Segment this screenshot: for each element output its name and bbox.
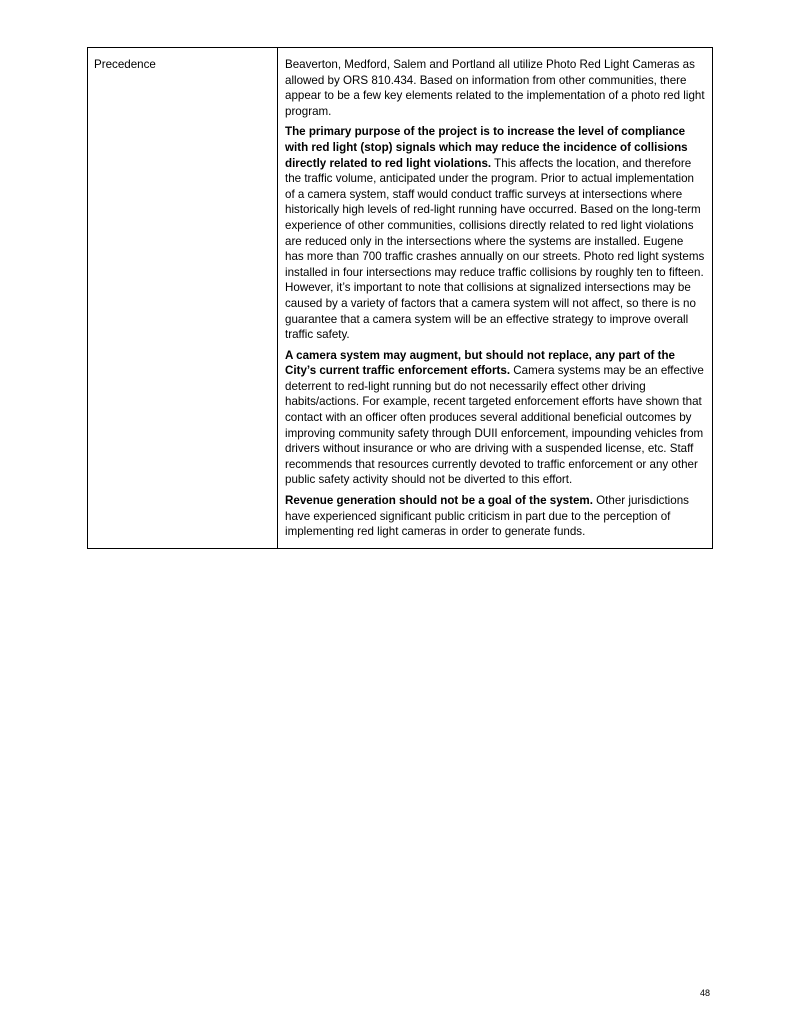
table-row <box>88 48 713 549</box>
paragraph-bold-lead: Revenue generation should not be a goal of the system. <box>285 494 593 508</box>
row-content-cell <box>278 48 713 549</box>
paragraph-augment-enforcement <box>285 348 705 488</box>
precedence-table <box>87 47 713 549</box>
paragraph-bold-lead: A camera system may augment, but should not replace, any part of the City’s current traffic enforcement efforts. <box>285 348 675 378</box>
row-label-cell <box>88 48 278 549</box>
paragraph-body: This affects the location, and therefore the traffic volume, anticipated under the program. Prior to actual implementation of a camera system, staff would conduct traffic surveys at intersections where historically high levels of red-light running have occurred. Based on the long-term experience of other communities, collisions directly related to red light violations are reduced only in the intersections where the systems are installed. Eugene has more than 700 traffic crashes annually on our streets. Photo red light systems installed in four intersections may reduce traffic collisions by roughly ten to fifteen. However, it’s important to note that collisions at signalized intersections may be caused by a variety of factors that a camera system will not affect, so there is no guarantee that a camera system will be an effective strategy to improve overall traffic safety. <box>285 156 705 342</box>
paragraph-bold-lead: The primary purpose of the project is to increase the level of compliance with red light (stop) signals which may reduce the incidence of collisions directly related to red light violations. <box>285 125 688 170</box>
paragraph-photo-red-light-cities <box>285 57 705 119</box>
row-label: Precedence <box>94 58 156 71</box>
paragraph-body: Beaverton, Medford, Salem and Portland all utilize Photo Red Light Cameras as allowed by ORS 810.434. Based on information from other communities, there appear to be a few key elements related to the implementation of a photo red light program. <box>285 58 705 118</box>
paragraph-primary-purpose <box>285 124 705 342</box>
page-number: 48 <box>699 988 710 998</box>
paragraph-body: Other jurisdictions have experienced significant public criticism in part due to the perception of implementing red light cameras in order to generate funds. <box>285 494 689 539</box>
paragraph-revenue-generation <box>285 493 705 540</box>
paragraph-body: Camera systems may be an effective deterrent to red-light running but do not necessarily effect other driving habits/actions. For example, recent targeted enforcement efforts have shown that contact with an officer often produces several additional beneficial outcomes by improving community safety through DUII enforcement, impounding vehicles from drivers without insurance or who are driving with a suspended license, etc. Staff recommends that resources currently devoted to traffic enforcement or any other public safety activity should not be diverted to this effort. <box>285 364 704 487</box>
